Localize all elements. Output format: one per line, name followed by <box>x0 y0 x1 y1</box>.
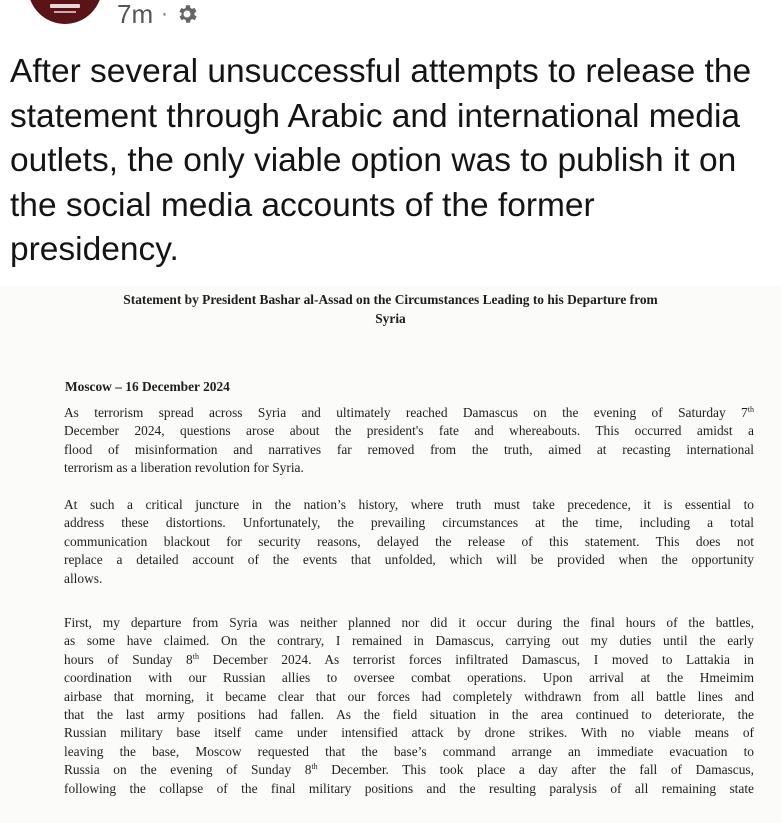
document-line <box>64 651 754 669</box>
post-header <box>0 0 781 36</box>
document-line-text: At such a critical juncture in the nation’s history, where truth must take precedence, it is essential to <box>64 497 754 512</box>
caption-line: presidency. <box>10 231 179 268</box>
document-line-text: following the collapse of the final military positions and the resulting paralysis of all remaining state <box>64 780 754 796</box>
document-line <box>64 551 754 569</box>
document-line-text: Russia on the evening of Sunday 8 <box>64 762 312 778</box>
caption-line: outlets, the only viable option was to publish it on <box>10 142 737 179</box>
document-line <box>64 422 754 440</box>
document-title-line: Syria <box>375 311 406 326</box>
document-paragraph <box>64 496 754 588</box>
document-line <box>64 669 754 687</box>
document-line <box>64 706 754 724</box>
document-line-text: As terrorism spread across Syria and ultimately reached Damascus on the evening of Saturday 7 <box>64 405 748 420</box>
document-line-text: flood of misinformation and narratives far removed from the truth, aimed at recasting international <box>64 441 754 457</box>
document-line <box>64 688 754 706</box>
document-line <box>64 514 754 532</box>
document-line-text: terrorism as a liberation revolution for Syria. <box>64 460 304 476</box>
document-line <box>64 724 754 742</box>
document-line-text: December. This took place a day after the fall of Damascus, <box>317 762 754 778</box>
document-line-text: coordination with our Russian allies to oversee combat operations. Upon arrival at the Hmeimim <box>64 670 754 686</box>
document-line-text: hours of Sunday 8 <box>64 651 193 667</box>
document-line-text: December 2024, questions arose about the president's fate and whereabouts. This occurred amidst a <box>64 423 754 439</box>
ordinal-suffix: th <box>747 405 754 414</box>
document-line-text: airbase that morning, it became clear that our forces had completely withdrawn from all battle lines and <box>64 688 754 704</box>
document-line-text: replace a detailed account of the events that unfolded, which will be provided when the opportunity <box>64 552 754 568</box>
document-title-line: Statement by President Bashar al-Assad on the Circumstances Leading to his Departure from <box>123 292 658 307</box>
document-line <box>64 459 754 477</box>
document-line <box>64 533 754 551</box>
meta-separator: · <box>161 2 168 25</box>
ordinal-suffix: th <box>311 762 318 772</box>
document-title <box>0 290 781 328</box>
document-line <box>64 780 754 798</box>
statement-document-image[interactable] <box>0 286 781 823</box>
document-line-text: December 2024. As terrorist forces infiltrated Damascus, I moved to Lattakia in <box>198 651 754 667</box>
avatar-logo-mark <box>50 4 80 8</box>
document-line <box>64 614 754 632</box>
document-dateline: Moscow – 16 December 2024 <box>65 379 230 394</box>
document-paragraph <box>64 614 754 798</box>
ordinal-suffix: th <box>192 651 199 661</box>
document-line-text: Russian military base itself came under intensified attack by drone strikes. With no viable means of <box>64 725 754 741</box>
document-line-text: that the last army positions had fallen. As the field situation in the area continued to deteriorate, the <box>64 707 754 723</box>
document-line-text: as some have claimed. On the contrary, I remained in Damascus, carrying out my duties until the early <box>64 633 754 649</box>
avatar[interactable] <box>28 0 102 24</box>
document-line <box>64 404 754 422</box>
document-line <box>64 496 754 514</box>
document-paragraph <box>64 404 754 478</box>
document-line <box>64 761 754 779</box>
caption-line: After several unsuccessful attempts to release the <box>10 53 752 90</box>
document-line <box>64 570 754 588</box>
document-line-text: First, my departure from Syria was neither planned nor did it occur during the final hours of the battles, <box>64 615 754 630</box>
document-line-text: address these distortions. Unfortunately, the prevailing circumstances at the time, including a total <box>64 515 754 531</box>
caption-line: the social media accounts of the former <box>10 186 595 224</box>
document-line <box>64 632 754 650</box>
document-line <box>64 743 754 761</box>
post-caption <box>10 50 781 273</box>
post-meta <box>117 0 199 29</box>
caption-line: statement through Arabic and international media <box>10 97 741 135</box>
document-line-text: allows. <box>64 570 103 586</box>
avatar-logo-text <box>54 11 76 13</box>
document-line <box>64 441 754 459</box>
document-line-text: communication blackout for security reasons, delayed the release of this statement. This does not <box>64 533 754 549</box>
gear-icon[interactable] <box>175 2 199 26</box>
post-timestamp[interactable]: 7m <box>117 0 154 29</box>
document-line-text: leaving the base, Moscow requested that the base’s command arrange an immediate evacuation to <box>64 743 754 759</box>
